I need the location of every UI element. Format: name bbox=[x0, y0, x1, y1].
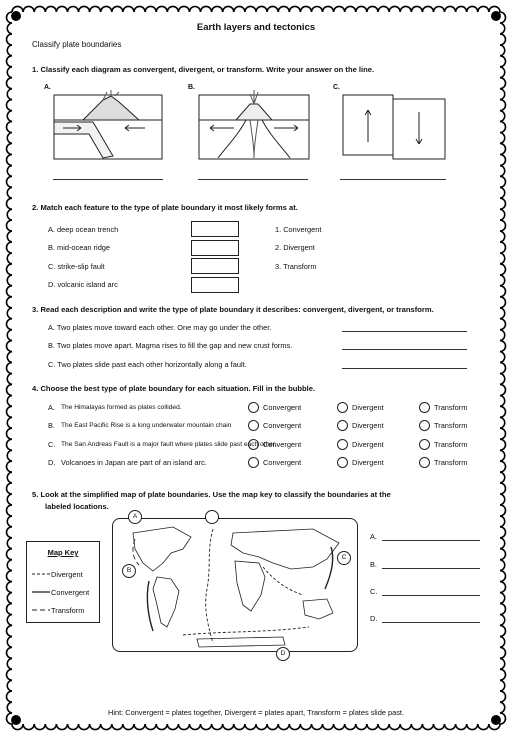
situation-d-text: Volcanoes in Japan are part of an island arc. bbox=[61, 458, 207, 467]
map-pin-a: A bbox=[128, 510, 142, 524]
bubble-b-convergent[interactable] bbox=[248, 420, 259, 431]
choice-label-convergent: Convergent bbox=[263, 440, 302, 449]
plate-boundary-map bbox=[112, 518, 358, 652]
bubble-a-convergent[interactable] bbox=[248, 402, 259, 413]
question-5-prompt-line1: 5. Look at the simplified map of plate boundaries. Use the map key to classify the boundaries at the bbox=[32, 490, 391, 499]
situation-c-letter: C. bbox=[48, 440, 56, 449]
bubble-b-transform[interactable] bbox=[419, 420, 430, 431]
situation-b-text: The East Pacific Rise is a long underwater mountain chain bbox=[61, 421, 232, 429]
map-pin-d: D bbox=[276, 647, 290, 661]
bubble-a-divergent[interactable] bbox=[337, 402, 348, 413]
bubble-c-divergent[interactable] bbox=[337, 439, 348, 450]
bubble-d-convergent[interactable] bbox=[248, 457, 259, 468]
diagram-b-divergent bbox=[198, 90, 310, 160]
bubble-d-transform[interactable] bbox=[419, 457, 430, 468]
diagram-c-label: C. bbox=[333, 84, 340, 91]
map-key-title: Map Key bbox=[47, 548, 79, 557]
page-subtitle: Classify plate boundaries bbox=[32, 40, 122, 49]
description-a: A. Two plates move toward each other. One may go under the other. bbox=[48, 323, 272, 332]
match-box-d[interactable] bbox=[191, 277, 239, 293]
question-4-prompt: 4. Choose the best type of plate boundary for each situation. Fill in the bubble. bbox=[32, 384, 316, 393]
hint-text: Hint: Convergent = plates together, Divergent = plates apart, Transform = plates slide past. bbox=[108, 708, 404, 717]
diagram-c-transform bbox=[342, 90, 447, 160]
answer-line-c[interactable] bbox=[340, 179, 446, 180]
description-b: B. Two plates move apart. Magma rises to fill the gap and new crust forms. bbox=[48, 341, 293, 350]
map-answer-line-a[interactable] bbox=[382, 540, 480, 541]
feature-d: D. volcanic island arc bbox=[48, 280, 118, 289]
choice-label-divergent: Divergent bbox=[352, 458, 384, 467]
choice-label-convergent: Convergent bbox=[263, 403, 302, 412]
bubble-a-transform[interactable] bbox=[419, 402, 430, 413]
question-2-prompt: 2. Match each feature to the type of plate boundary it most likely forms at. bbox=[32, 203, 298, 212]
answer-line-b[interactable] bbox=[198, 179, 308, 180]
world-map-outline bbox=[113, 519, 357, 651]
map-key-divergent: Divergent bbox=[51, 570, 83, 579]
map-key-transform: Transform bbox=[51, 606, 85, 615]
choice-label-transform: Transform bbox=[434, 421, 468, 430]
corner-dot bbox=[11, 11, 21, 21]
match-box-a[interactable] bbox=[191, 221, 239, 237]
description-c: C. Two plates slide past each other horizontally along a fault. bbox=[48, 360, 247, 369]
choice-label-transform: Transform bbox=[434, 458, 468, 467]
option-2: 2. Divergent bbox=[275, 243, 315, 252]
feature-b: B. mid-ocean ridge bbox=[48, 243, 111, 252]
answer-line-3a[interactable] bbox=[342, 331, 467, 332]
map-answer-label-d: D. bbox=[370, 614, 378, 623]
map-pin-b: B bbox=[122, 564, 136, 578]
feature-a: A. deep ocean trench bbox=[48, 225, 119, 234]
map-pin-c: C bbox=[337, 551, 351, 565]
diagram-a-label: A. bbox=[44, 84, 51, 91]
page-title: Earth layers and tectonics bbox=[196, 22, 316, 33]
map-answer-line-d[interactable] bbox=[382, 622, 480, 623]
choice-label-convergent: Convergent bbox=[263, 421, 302, 430]
situation-a-text: The Himalayas formed as plates collided. bbox=[61, 403, 182, 411]
map-answer-label-c: C. bbox=[370, 587, 378, 596]
corner-dot bbox=[491, 11, 501, 21]
choice-label-divergent: Divergent bbox=[352, 440, 384, 449]
diagram-b-label: B. bbox=[188, 84, 195, 91]
map-key-line-styles bbox=[32, 570, 52, 620]
match-box-b[interactable] bbox=[191, 240, 239, 256]
choice-label-divergent: Divergent bbox=[352, 403, 384, 412]
bubble-b-divergent[interactable] bbox=[337, 420, 348, 431]
choice-label-divergent: Divergent bbox=[352, 421, 384, 430]
map-answer-label-b: B. bbox=[370, 560, 377, 569]
choice-label-convergent: Convergent bbox=[263, 458, 302, 467]
bubble-c-transform[interactable] bbox=[419, 439, 430, 450]
map-answer-label-a: A. bbox=[370, 532, 377, 541]
bubble-c-convergent[interactable] bbox=[248, 439, 259, 450]
map-pin-b-top bbox=[205, 510, 219, 524]
feature-c: C. strike-slip fault bbox=[48, 262, 105, 271]
situation-b-letter: B. bbox=[48, 421, 55, 430]
situation-a-letter: A. bbox=[48, 403, 55, 412]
bubble-d-divergent[interactable] bbox=[337, 457, 348, 468]
question-3-prompt: 3. Read each description and write the type of plate boundary it describes: convergent, divergent, or transform. bbox=[32, 305, 434, 314]
choice-label-transform: Transform bbox=[434, 440, 468, 449]
answer-line-a[interactable] bbox=[53, 179, 163, 180]
option-3: 3. Transform bbox=[275, 262, 317, 271]
map-key-convergent: Convergent bbox=[51, 588, 90, 597]
map-key bbox=[26, 541, 100, 623]
answer-line-3c[interactable] bbox=[342, 368, 467, 369]
situation-c-text: The San Andreas Fault is a major fault where plates slide past each other. bbox=[61, 440, 277, 448]
option-1: 1. Convergent bbox=[275, 225, 322, 234]
choice-label-transform: Transform bbox=[434, 403, 468, 412]
answer-line-3b[interactable] bbox=[342, 349, 467, 350]
situation-d-letter: D. bbox=[48, 458, 56, 467]
map-answer-line-b[interactable] bbox=[382, 568, 480, 569]
diagram-a-convergent bbox=[53, 90, 163, 160]
map-answer-line-c[interactable] bbox=[382, 595, 480, 596]
question-5-prompt-line2: labeled locations. bbox=[45, 502, 109, 511]
match-box-c[interactable] bbox=[191, 258, 239, 274]
question-1-prompt: 1. Classify each diagram as convergent, divergent, or transform. Write your answer on the line. bbox=[32, 65, 375, 74]
